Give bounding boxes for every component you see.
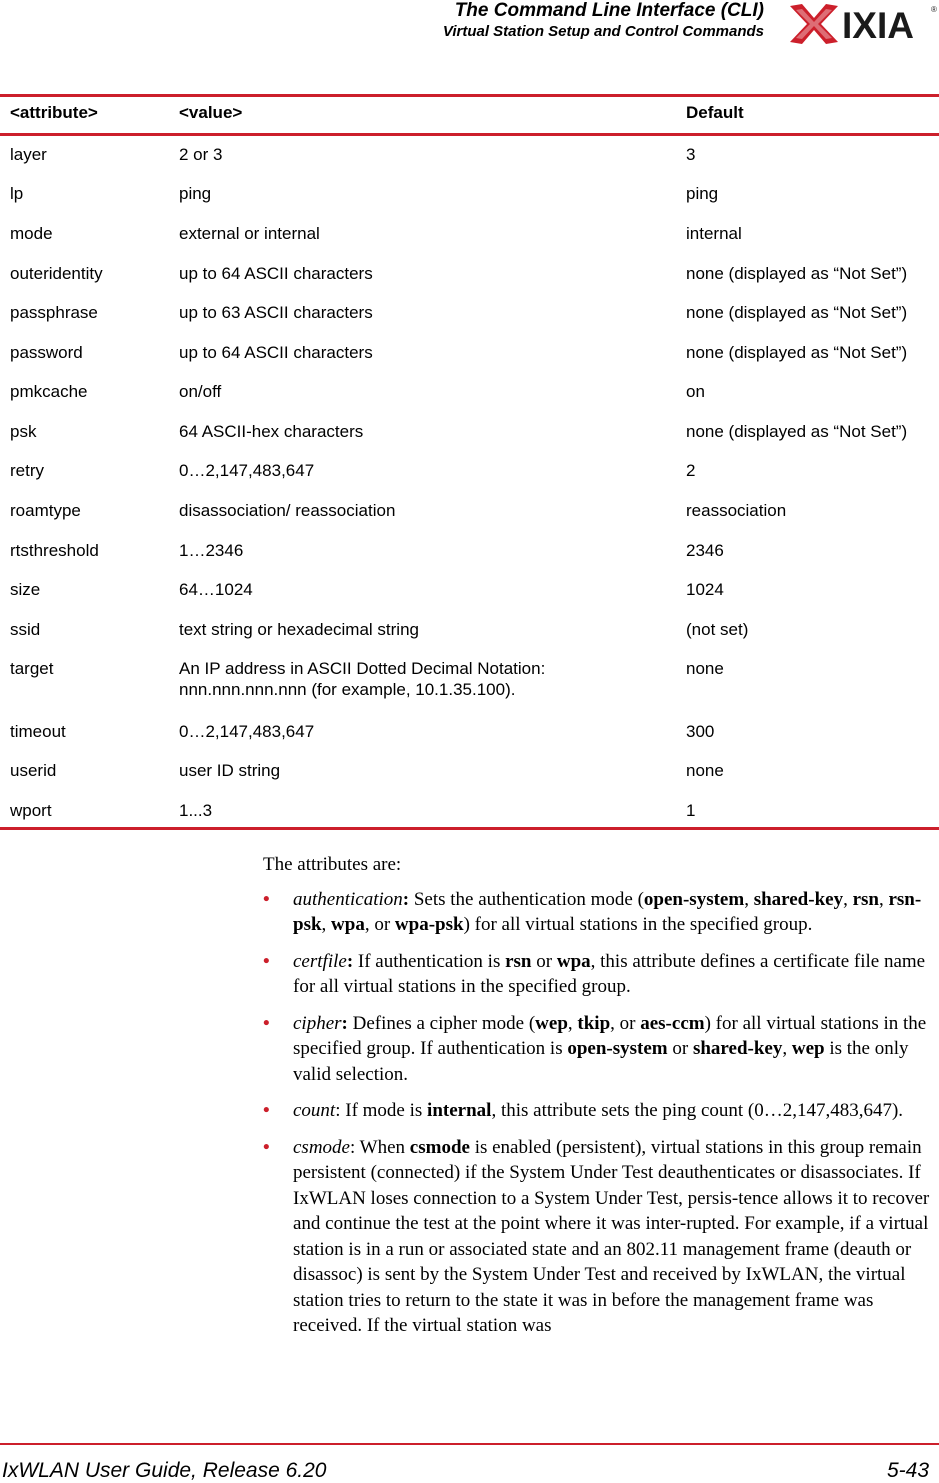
cell-attribute: target: [10, 659, 54, 678]
bullet-icon: •: [263, 1012, 270, 1034]
cell-default: reassociation: [686, 501, 787, 520]
cell-default: none (displayed as “Not Set”): [686, 264, 908, 283]
bullet-icon: •: [263, 950, 270, 972]
header-subtitle: Virtual Station Setup and Control Commands: [442, 23, 764, 40]
list-item-authentication: • authentication: Sets the authentication mode (open-system, shared-key, rsn, rsn-psk, wpa, or wpa-psk) for all virtual stations in the specified group.: [263, 888, 922, 935]
registered-mark-icon: ®: [931, 5, 937, 14]
cell-attribute: outeridentity: [10, 264, 103, 283]
header-title: The Command Line Interface (CLI): [454, 0, 764, 21]
column-header-value: <value>: [179, 103, 243, 122]
cell-value: 0…2,147,483,647: [179, 722, 315, 741]
cell-default: ping: [686, 184, 719, 203]
cell-value: ping: [179, 184, 212, 203]
cell-attribute: userid: [10, 761, 57, 780]
cell-value: disassociation/ reassociation: [179, 501, 396, 520]
list-item-csmode: • csmode: When csmode is enabled (persistent), virtual stations in this group remain persistent (connected) if the System Under Test deauthenticates or disassociates. If IxWLAN loses connection to a System Under Test, persis-tence allows it to recover and continue the test at the point where it was inter-rupted. For example, if a virtual station is in a run or associated state and an 802.11 management frame (deauth or disassoc) is sent by the System Under Test and received by IxWLAN, the virtual station tries to return to the state it was in before the management frame was received. If the virtual station was: [263, 1136, 930, 1336]
table-bottom-rule: [0, 827, 939, 830]
column-header-default: Default: [686, 103, 744, 122]
cell-default: none (displayed as “Not Set”): [686, 303, 908, 322]
ixia-x-mark-icon: [790, 4, 838, 44]
cell-value: user ID string: [179, 761, 281, 780]
cell-value: 64 ASCII-hex characters: [179, 422, 364, 441]
bullet-icon: •: [263, 1100, 270, 1121]
cell-value: external or internal: [179, 224, 320, 243]
cell-attribute: pmkcache: [10, 382, 88, 401]
cell-attribute: lp: [10, 184, 24, 203]
cell-attribute: layer: [10, 145, 47, 164]
cell-attribute: timeout: [10, 722, 66, 741]
cell-attribute: psk: [10, 422, 37, 441]
cell-attribute: ssid: [10, 620, 41, 639]
cell-default: 1: [686, 801, 696, 820]
cell-attribute: retry: [10, 461, 44, 480]
cell-default: 300: [686, 722, 715, 741]
attribute-descriptions: [263, 852, 939, 1350]
cell-default: 3: [686, 145, 696, 164]
intro-text: The attributes are:: [263, 854, 402, 875]
logo-text: IXIA: [842, 5, 914, 46]
cell-default: 2346: [686, 541, 724, 560]
cell-value: 1…2346: [179, 541, 244, 560]
cell-default: 2: [686, 461, 696, 480]
bullet-icon: •: [263, 1136, 270, 1158]
column-header-attribute: <attribute>: [10, 103, 98, 122]
cell-value: up to 64 ASCII characters: [179, 264, 373, 283]
list-item-certfile: • certfile: If authentication is rsn or wpa, this attribute defines a certificate file name for all virtual stations in the specified group.: [263, 950, 926, 997]
cell-value: 2 or 3: [179, 145, 223, 164]
cell-attribute: password: [10, 343, 83, 362]
cell-attribute: passphrase: [10, 303, 98, 322]
cell-attribute: roamtype: [10, 501, 81, 520]
cell-value: up to 64 ASCII characters: [179, 343, 373, 362]
cell-default: on: [686, 382, 705, 401]
cell-attribute: size: [10, 580, 41, 599]
cell-attribute: rtsthreshold: [10, 541, 99, 560]
cell-value: up to 63 ASCII characters: [179, 303, 373, 322]
cell-default: none (displayed as “Not Set”): [686, 343, 908, 362]
cell-default: 1024: [686, 580, 724, 599]
list-item-count: • count: If mode is internal, this attribute sets the ping count (0…2,147,483,647).: [263, 1098, 939, 1124]
cell-value: on/off: [179, 382, 222, 401]
cell-default: none: [686, 659, 724, 678]
cell-value: An IP address in ASCII Dotted Decimal Notation: nnn.nnn.nnn.nnn (for example, 10.1.35.100).: [179, 659, 546, 699]
cell-value: 64…1024: [179, 580, 253, 599]
cell-default: internal: [686, 224, 742, 243]
cell-value: 1...3: [179, 801, 213, 820]
bullet-icon: •: [263, 888, 270, 910]
footer-guide-title: IxWLAN User Guide, Release 6.20: [2, 1459, 327, 1482]
cell-value: text string or hexadecimal string: [179, 620, 419, 639]
cell-default: (not set): [686, 620, 749, 639]
ixia-logo: [786, 0, 938, 48]
table-top-rule: [0, 94, 939, 97]
cell-default: none (displayed as “Not Set”): [686, 422, 908, 441]
list-item-cipher: • cipher: Defines a cipher mode (wep, tkip, or aes-ccm) for all virtual stations in the specified group. If authentication is open-system or shared-key, wep is the only valid selection.: [263, 1012, 927, 1085]
cell-attribute: wport: [10, 801, 52, 820]
table-header-rule: [0, 133, 939, 136]
cell-default: none: [686, 761, 724, 780]
cell-attribute: mode: [10, 224, 53, 243]
cell-value: 0…2,147,483,647: [179, 461, 315, 480]
running-header: [443, 0, 764, 42]
page-number: 5-43: [886, 1459, 929, 1482]
footer-rule: [0, 1443, 939, 1445]
